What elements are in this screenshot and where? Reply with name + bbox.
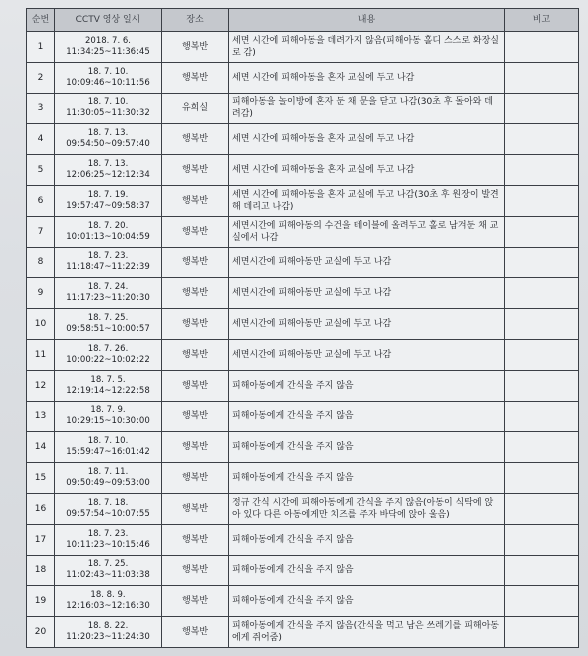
row-datetime-time: 09:54:50~09:57:40: [66, 139, 150, 150]
table-row: [27, 216, 579, 247]
row-datetime-date: 18. 7. 10.: [87, 97, 129, 108]
row-content: [229, 370, 505, 401]
row-datetime-date: 18. 8. 22.: [87, 621, 129, 632]
header-content: 내용: [229, 9, 505, 32]
row-note: [505, 339, 579, 370]
row-datetime: [55, 62, 162, 93]
row-datetime: [55, 524, 162, 555]
row-datetime-date: 18. 7. 26.: [87, 343, 129, 354]
row-datetime: [55, 32, 162, 63]
row-content: [229, 524, 505, 555]
table-row: [27, 93, 579, 124]
row-content: [229, 493, 505, 524]
row-note: [505, 432, 579, 463]
row-datetime-date: 18. 7. 23.: [87, 528, 129, 539]
table-row: [27, 32, 579, 63]
row-place: [162, 247, 229, 278]
row-place-text: 행복반: [181, 534, 209, 545]
row-datetime-time: 09:50:49~09:53:00: [66, 478, 150, 489]
row-datetime: [55, 370, 162, 401]
row-number: [27, 155, 55, 186]
row-number-text: 19: [34, 596, 47, 607]
row-note: [505, 124, 579, 155]
table-row: [27, 155, 579, 186]
row-datetime-time: 12:06:25~12:12:34: [66, 170, 150, 181]
row-number: [27, 432, 55, 463]
row-content: [229, 463, 505, 494]
row-content-text: 세면 시간에 피해아동을 혼자 교실에 두고 나감: [232, 165, 415, 176]
row-content-text: 피해아동을 놀이방에 혼자 둔 채 문을 닫고 나감(30초 후 돌아와 데려감): [232, 97, 493, 120]
row-content-text: 세면 시간에 피해아동을 혼자 교실에 두고 나감: [232, 72, 415, 83]
row-datetime-date: 18. 7. 23.: [87, 251, 129, 262]
row-datetime-time: 10:11:23~10:15:46: [66, 539, 150, 550]
row-note: [505, 62, 579, 93]
row-place-text: 행복반: [181, 288, 209, 299]
row-number-text: 1: [37, 41, 44, 52]
row-datetime-time: 11:02:43~11:03:38: [66, 570, 150, 581]
row-datetime-date: 18. 7. 25.: [87, 313, 129, 324]
row-content-text: 세면 시간에 피해아동을 혼자 교실에 두고 나감(30초 후 원장이 발견해 데리고 나감): [232, 189, 499, 212]
row-datetime-time: 09:58:51~10:00:57: [66, 324, 150, 335]
row-content-text: 세면 시간에 피해아동을 혼자 교실에 두고 나감: [232, 134, 415, 145]
table-row: [27, 309, 579, 340]
row-place: [162, 62, 229, 93]
row-datetime-time: 11:20:23~11:24:30: [66, 632, 150, 643]
row-datetime-time: 09:57:54~10:07:55: [66, 508, 150, 519]
row-datetime-date: 18. 7. 11.: [87, 467, 129, 478]
row-number: [27, 185, 55, 216]
row-place: [162, 155, 229, 186]
row-number-text: 9: [37, 288, 44, 299]
row-content: [229, 617, 505, 648]
row-place-text: 행복반: [181, 349, 209, 360]
row-datetime-date: 18. 7. 24.: [87, 282, 129, 293]
row-place: [162, 524, 229, 555]
row-content: [229, 185, 505, 216]
row-place: [162, 586, 229, 617]
row-number: [27, 463, 55, 494]
row-number: [27, 524, 55, 555]
row-datetime-time: 11:34:25~11:36:45: [66, 46, 150, 57]
row-number-text: 18: [34, 565, 47, 576]
row-datetime-time: 12:16:03~12:16:30: [66, 601, 150, 612]
row-content-text: 피해아동에게 간식을 주지 않음: [232, 596, 354, 607]
row-number-text: 16: [34, 503, 47, 514]
row-datetime: [55, 463, 162, 494]
row-datetime-date: 18. 7. 5.: [90, 374, 126, 385]
row-note: [505, 32, 579, 63]
row-note: [505, 463, 579, 494]
row-datetime-time: 10:09:46~10:11:56: [66, 77, 150, 88]
row-note: [505, 401, 579, 432]
table-row: [27, 247, 579, 278]
row-number: [27, 32, 55, 63]
row-note: [505, 278, 579, 309]
row-content: [229, 62, 505, 93]
row-content-text: 피해아동에게 간식을 주지 않음: [232, 380, 354, 391]
row-datetime-date: 18. 7. 13.: [87, 128, 129, 139]
table-row: [27, 432, 579, 463]
row-datetime-time: 11:30:05~11:30:32: [66, 108, 150, 119]
row-number: [27, 401, 55, 432]
cctv-incident-table: [26, 8, 579, 648]
table-row: [27, 617, 579, 648]
row-datetime: [55, 339, 162, 370]
row-datetime-date: 18. 7. 19.: [87, 189, 129, 200]
row-place: [162, 309, 229, 340]
row-datetime-date: 18. 7. 10.: [87, 66, 129, 77]
row-place-text: 행복반: [181, 72, 209, 83]
row-datetime-date: 18. 7. 20.: [87, 220, 129, 231]
row-datetime: [55, 555, 162, 586]
row-number-text: 10: [34, 319, 47, 330]
row-content: [229, 401, 505, 432]
row-place-text: 행복반: [181, 319, 209, 330]
row-place: [162, 463, 229, 494]
row-note: [505, 370, 579, 401]
row-content: [229, 278, 505, 309]
row-place-text: 행복반: [181, 226, 209, 237]
row-content-text: 피해아동에게 간식을 주지 않음: [232, 534, 354, 545]
row-note: [505, 617, 579, 648]
table-row: [27, 401, 579, 432]
row-note: [505, 216, 579, 247]
row-number: [27, 247, 55, 278]
row-number-text: 11: [34, 349, 47, 360]
row-number: [27, 370, 55, 401]
table-row: [27, 586, 579, 617]
row-datetime-date: 18. 7. 18.: [87, 497, 129, 508]
row-datetime: [55, 216, 162, 247]
row-number: [27, 93, 55, 124]
row-content-text: 세면시간에 피해아동만 교실에 두고 나감: [232, 257, 392, 268]
row-place: [162, 401, 229, 432]
row-datetime: [55, 309, 162, 340]
row-place: [162, 493, 229, 524]
row-datetime: [55, 432, 162, 463]
row-datetime-time: 12:19:14~12:22:58: [66, 385, 150, 396]
table-row: [27, 339, 579, 370]
table-row: [27, 62, 579, 93]
table-header-row: [27, 9, 579, 32]
row-datetime-time: 19:57:47~09:58:37: [66, 200, 150, 211]
row-place-text: 유희실: [181, 103, 209, 114]
row-place-text: 행복반: [181, 596, 209, 607]
row-note: [505, 309, 579, 340]
row-datetime: [55, 155, 162, 186]
row-place: [162, 370, 229, 401]
row-content-text: 세면시간에 피해아동만 교실에 두고 나감: [232, 288, 392, 299]
row-datetime-date: 18. 7. 9.: [90, 405, 126, 416]
row-datetime-date: 18. 7. 10.: [87, 436, 129, 447]
row-number: [27, 278, 55, 309]
row-datetime: [55, 247, 162, 278]
table-row: [27, 278, 579, 309]
row-place: [162, 32, 229, 63]
row-place: [162, 124, 229, 155]
row-content-text: 세면 시간에 피해아동을 데려가지 않음(피해아동 홀디 스스로 화장실로 감): [232, 35, 499, 58]
row-number: [27, 339, 55, 370]
row-content-text: 정규 간식 시간에 피해아동에게 간식을 주지 않음(아동이 식탁에 앉아 있다 다른 아동에게만 치즈를 주자 바닥에 앉아 울음): [232, 497, 494, 520]
row-datetime-date: 18. 7. 25.: [87, 559, 129, 570]
row-datetime: [55, 124, 162, 155]
row-content-text: 피해아동에게 간식을 주지 않음: [232, 411, 354, 422]
row-datetime-date: 18. 8. 9.: [90, 590, 126, 601]
row-number-text: 13: [34, 411, 47, 422]
row-content: [229, 586, 505, 617]
row-number: [27, 586, 55, 617]
row-datetime-time: 11:17:23~11:20:30: [66, 293, 150, 304]
row-content: [229, 339, 505, 370]
row-number-text: 17: [34, 534, 47, 545]
row-place-text: 행복반: [181, 165, 209, 176]
row-place: [162, 555, 229, 586]
table-row: [27, 185, 579, 216]
table-row: [27, 370, 579, 401]
row-place: [162, 185, 229, 216]
row-number: [27, 555, 55, 586]
row-datetime-time: 11:18:47~11:22:39: [66, 262, 150, 273]
row-number: [27, 124, 55, 155]
row-datetime: [55, 617, 162, 648]
row-datetime-time: 10:29:15~10:30:00: [66, 416, 150, 427]
header-place: 장소: [162, 9, 229, 32]
row-datetime: [55, 586, 162, 617]
row-content-text: 피해아동에게 간식을 주지 않음: [232, 442, 354, 453]
row-place-text: 행복반: [181, 195, 209, 206]
table-row: [27, 124, 579, 155]
row-number-text: 3: [37, 103, 44, 114]
row-datetime: [55, 93, 162, 124]
row-content: [229, 32, 505, 63]
row-datetime-time: 15:59:47~16:01:42: [66, 447, 150, 458]
row-place-text: 행복반: [181, 41, 209, 52]
row-number: [27, 493, 55, 524]
row-datetime-time: 10:00:22~10:02:22: [66, 354, 150, 365]
row-number-text: 12: [34, 380, 47, 391]
row-content: [229, 216, 505, 247]
row-note: [505, 586, 579, 617]
row-place: [162, 339, 229, 370]
row-number: [27, 617, 55, 648]
row-number: [27, 309, 55, 340]
row-datetime: [55, 278, 162, 309]
row-note: [505, 155, 579, 186]
row-number: [27, 216, 55, 247]
row-number-text: 2: [37, 72, 44, 83]
row-datetime-date: 2018. 7. 6.: [85, 35, 131, 46]
row-content: [229, 309, 505, 340]
row-number: [27, 62, 55, 93]
row-content-text: 세면시간에 피해아동만 교실에 두고 나감: [232, 319, 392, 330]
row-datetime-date: 18. 7. 13.: [87, 159, 129, 170]
row-content: [229, 124, 505, 155]
row-datetime: [55, 493, 162, 524]
row-number-text: 6: [37, 195, 44, 206]
row-place: [162, 617, 229, 648]
row-place: [162, 216, 229, 247]
row-place-text: 행복반: [181, 565, 209, 576]
row-place: [162, 432, 229, 463]
row-content: [229, 155, 505, 186]
table-body: [27, 32, 579, 648]
row-datetime: [55, 401, 162, 432]
row-number-text: 4: [37, 134, 44, 145]
table-row: [27, 463, 579, 494]
row-number-text: 14: [34, 442, 47, 453]
row-note: [505, 493, 579, 524]
row-place: [162, 93, 229, 124]
row-number-text: 5: [37, 165, 44, 176]
row-content: [229, 432, 505, 463]
row-content-text: 세면시간에 피해아동의 수건을 테이블에 올려두고 홀로 남겨둔 채 교실에서 나감: [232, 220, 499, 243]
row-place-text: 행복반: [181, 411, 209, 422]
row-note: [505, 93, 579, 124]
row-place-text: 행복반: [181, 627, 209, 638]
table-row: [27, 493, 579, 524]
row-content-text: 세면시간에 피해아동만 교실에 두고 나감: [232, 349, 392, 360]
row-place-text: 행복반: [181, 473, 209, 484]
table-row: [27, 524, 579, 555]
row-note: [505, 555, 579, 586]
row-place-text: 행복반: [181, 380, 209, 391]
row-content: [229, 247, 505, 278]
row-note: [505, 524, 579, 555]
row-note: [505, 247, 579, 278]
row-number-text: 8: [37, 257, 44, 268]
row-content-text: 피해아동에게 간식을 주지 않음: [232, 565, 354, 576]
row-number-text: 7: [37, 226, 44, 237]
row-number-text: 15: [34, 473, 47, 484]
row-place-text: 행복반: [181, 134, 209, 145]
header-datetime: CCTV 영상 일시: [55, 9, 162, 32]
row-place: [162, 278, 229, 309]
row-datetime: [55, 185, 162, 216]
header-note: 비고: [505, 9, 579, 32]
row-place-text: 행복반: [181, 257, 209, 268]
row-datetime-time: 10:01:13~10:04:59: [66, 231, 150, 242]
row-content: [229, 93, 505, 124]
row-content: [229, 555, 505, 586]
row-note: [505, 185, 579, 216]
row-place-text: 행복반: [181, 503, 209, 514]
row-content-text: 피해아동에게 간식을 주지 않음(간식을 먹고 남은 쓰레기를 피해아동에게 쥐어줌): [232, 621, 499, 644]
row-number-text: 20: [34, 627, 47, 638]
table-row: [27, 555, 579, 586]
row-place-text: 행복반: [181, 442, 209, 453]
row-content-text: 피해아동에게 간식을 주지 않음: [232, 473, 354, 484]
header-no: 순번: [27, 9, 55, 32]
